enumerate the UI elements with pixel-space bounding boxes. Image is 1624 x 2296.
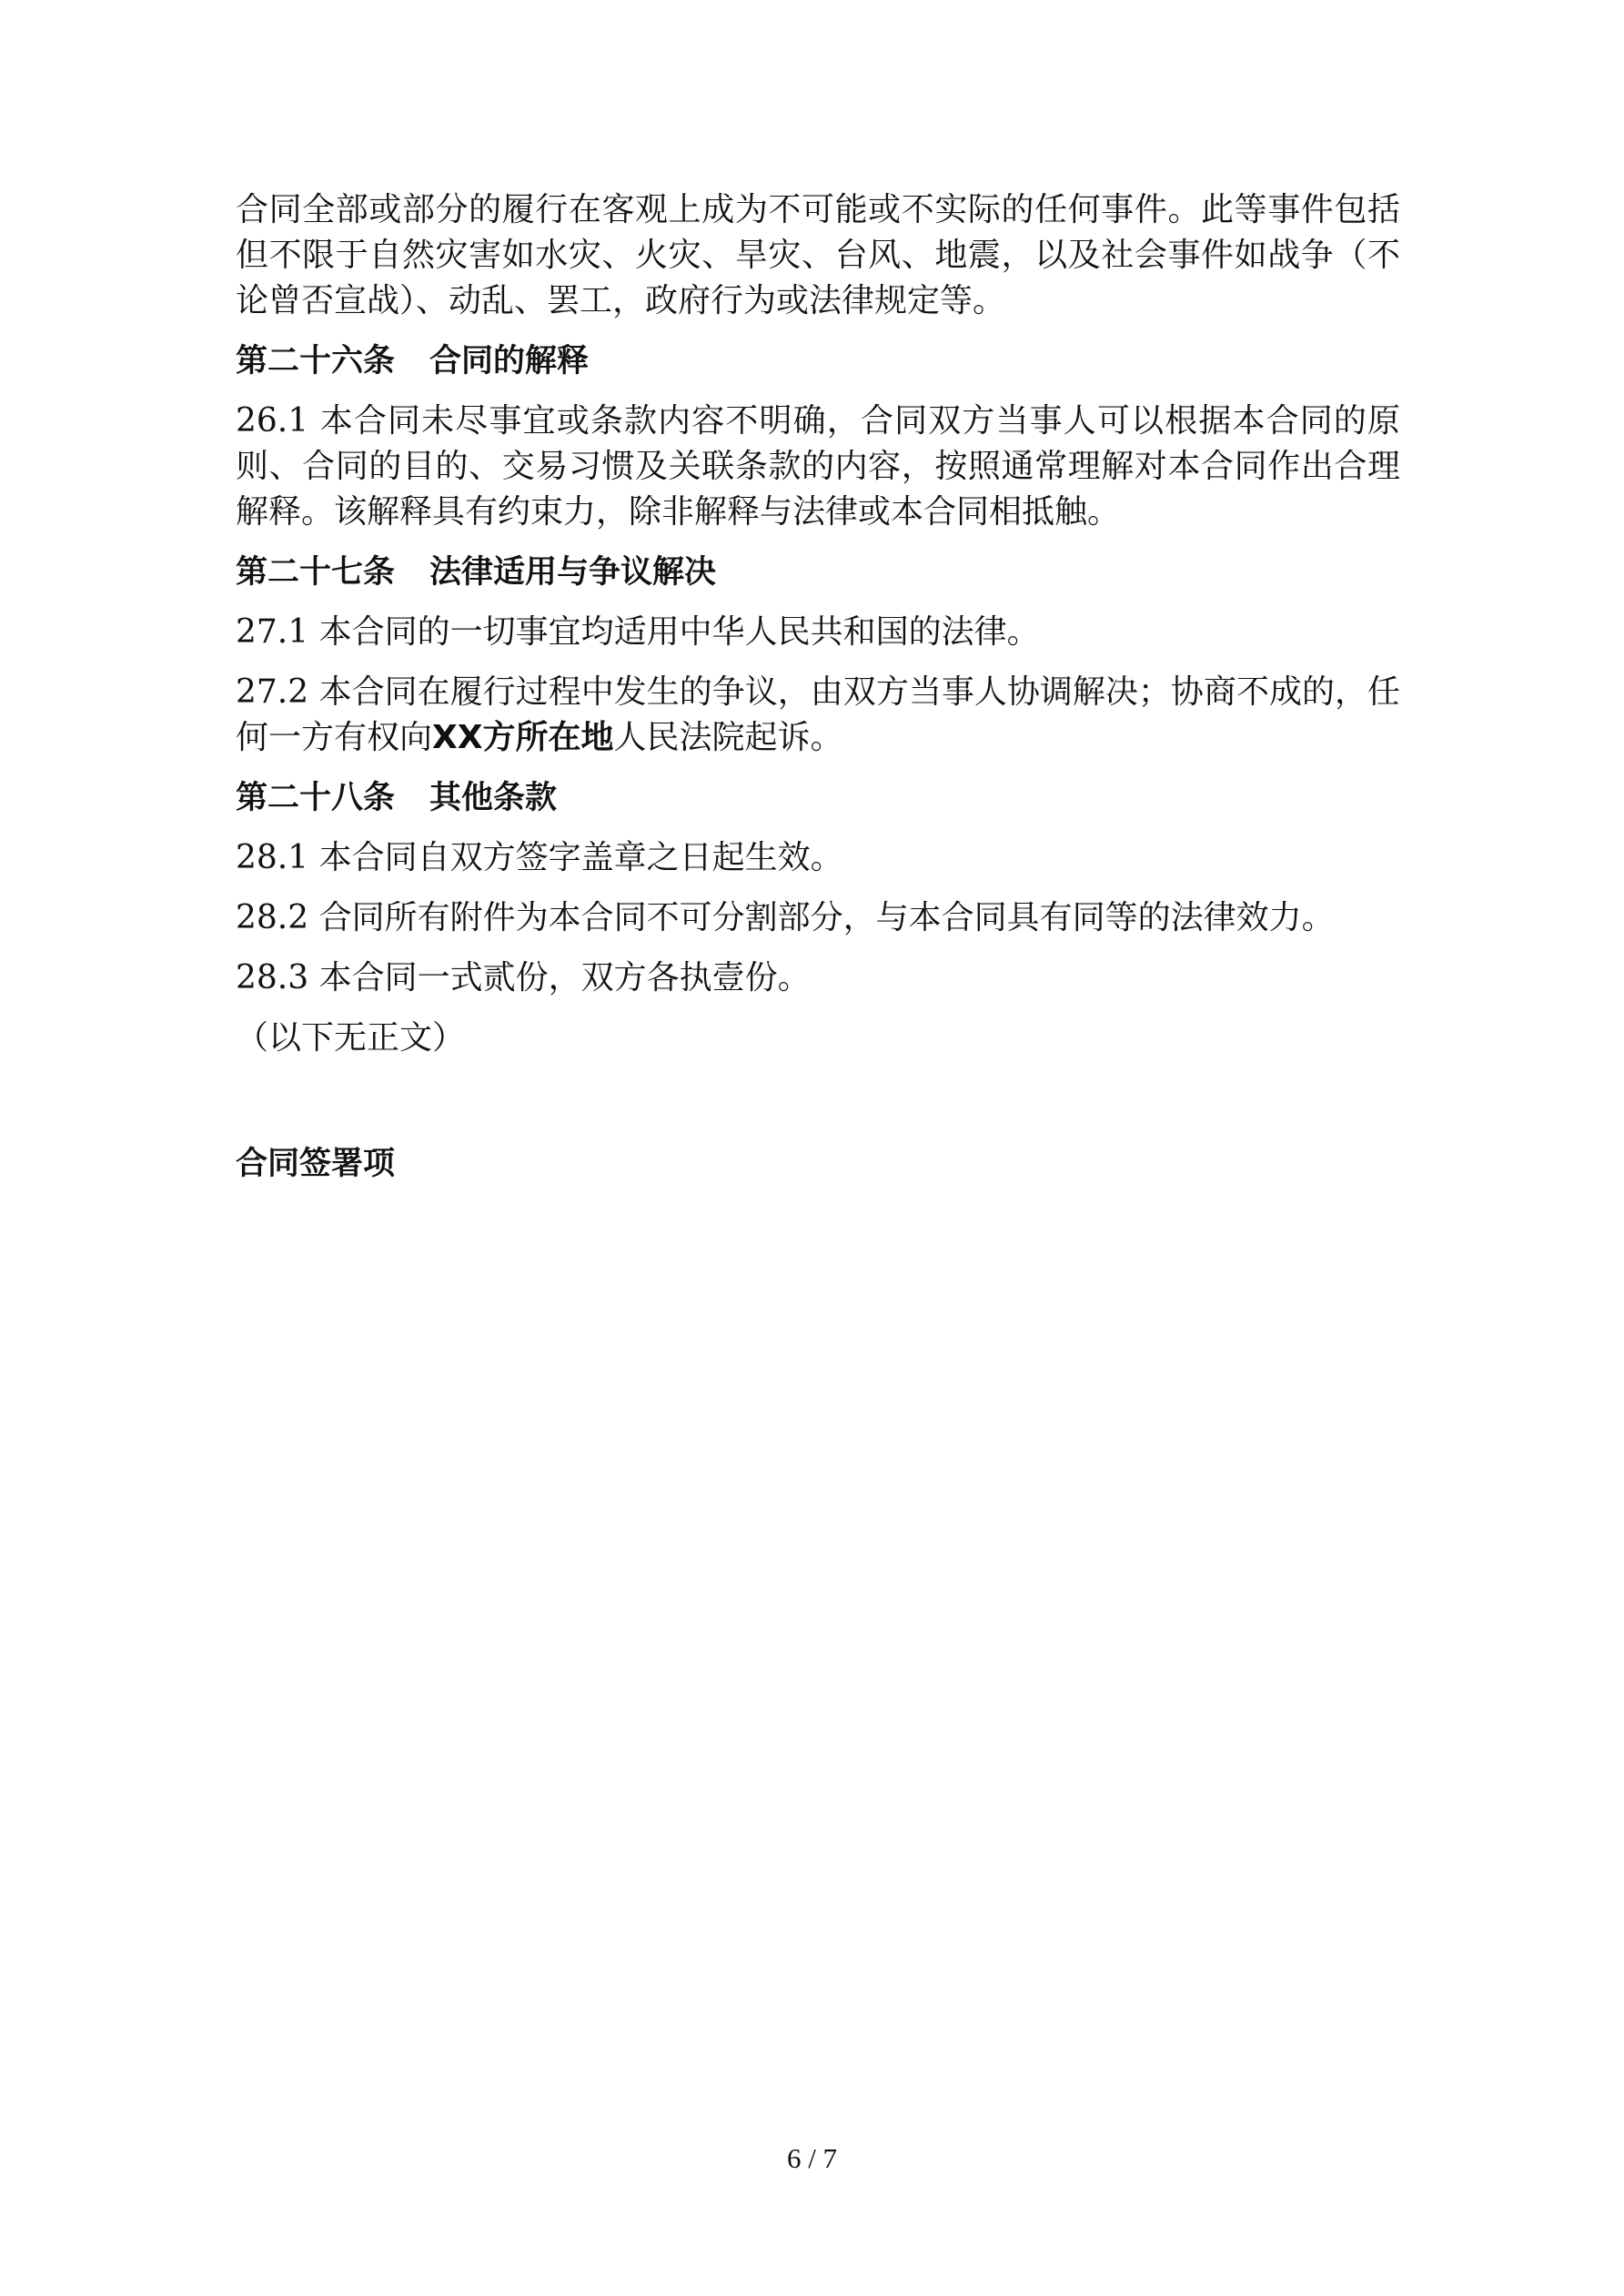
document-body bbox=[236, 187, 1400, 1187]
article-26-number: 第二十六条 bbox=[236, 343, 396, 379]
page-number: 6 / 7 bbox=[786, 2142, 838, 2174]
clause-28-3: 28.3 本合同一式贰份，双方各执壹份。 bbox=[236, 959, 811, 996]
signature-section-heading: 合同签署项 bbox=[236, 1146, 396, 1182]
article-26-title: 合同的解释 bbox=[429, 343, 590, 379]
article-28-number: 第二十八条 bbox=[236, 780, 396, 816]
clause-27-2 bbox=[236, 670, 1400, 761]
article-27-heading bbox=[236, 550, 1400, 595]
end-of-text-note: （以下无正文） bbox=[236, 1019, 466, 1057]
clause-27-2-text-end: 人民法院起诉。 bbox=[613, 719, 843, 756]
clause-28-2: 28.2 合同所有附件为本合同不可分割部分，与本合同具有同等的法律效力。 bbox=[236, 899, 1335, 936]
article-28-title: 其他条款 bbox=[429, 780, 558, 816]
article-27-title: 法律适用与争议解决 bbox=[429, 554, 717, 591]
article-28-heading bbox=[236, 775, 1400, 821]
clause-27-2-court-location: XX方所在地 bbox=[432, 719, 614, 756]
clause-28-1: 28.1 本合同自双方签字盖章之日起生效。 bbox=[236, 839, 843, 876]
paragraph-force-majeure-continued: 合同全部或部分的履行在客观上成为不可能或不实际的任何事件。此等事件包括但不限于自然灾害如水灾、火灾、旱灾、台风、地震，以及社会事件如战争（不论曾否宣战）、动乱、罢工，政府行为或法律规定等。 bbox=[236, 191, 1400, 319]
article-26-heading bbox=[236, 339, 1400, 384]
article-27-number: 第二十七条 bbox=[236, 554, 396, 591]
clause-26-1: 26.1 本合同未尽事宜或条款内容不明确，合同双方当事人可以根据本合同的原则、合同的目的、交易习惯及关联条款的内容，按照通常理解对本合同作出合理解释。该解释具有约束力，除非解释与法律或本合同相抵触。 bbox=[236, 402, 1400, 531]
clause-27-2-text-start: 27.2 本合同在履行过程中发生的争议，由双方当事人协调解决；协商不成的，任何一方有权向 bbox=[236, 673, 1400, 756]
clause-27-1: 27.1 本合同的一切事宜均适用中华人民共和国的法律。 bbox=[236, 613, 1040, 651]
